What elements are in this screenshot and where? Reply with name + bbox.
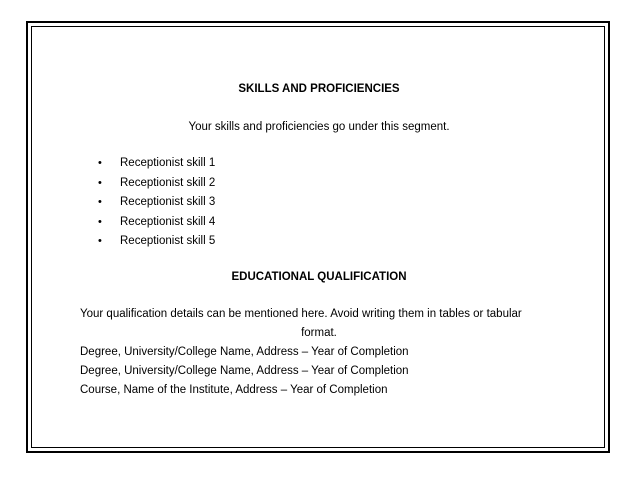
list-item [98,234,215,254]
education-entry: Degree, University/College Name, Address – Year of Completion [80,346,409,358]
skill-label: Receptionist skill 1 [120,157,216,169]
education-heading: EDUCATIONAL QUALIFICATION [231,271,407,283]
skill-label: Receptionist skill 3 [120,196,216,208]
bullet-icon: • [98,157,102,169]
list-item [98,215,215,235]
education-entry: Degree, University/College Name, Address – Year of Completion [80,365,409,377]
list-item [98,195,215,215]
list-item [98,156,215,176]
bullet-icon: • [98,196,102,208]
skill-label: Receptionist skill 5 [120,235,216,247]
skill-label: Receptionist skill 4 [120,215,216,228]
skill-label: Receptionist skill 2 [120,176,216,189]
bullet-icon: • [98,176,102,189]
skills-list [98,156,215,254]
list-item [98,176,215,196]
skills-heading: SKILLS AND PROFICIENCIES [238,83,400,95]
skills-intro: Your skills and proficiencies go under this segment. [188,121,450,133]
education-entry: Course, Name of the Institute, Address – Year of Completion [80,384,388,396]
education-intro-line2: format. [301,327,337,339]
bullet-icon: • [98,215,102,228]
bullet-icon: • [98,235,102,247]
education-intro-line1: Your qualification details can be mentioned here. Avoid writing them in tables or tabular [80,308,522,320]
